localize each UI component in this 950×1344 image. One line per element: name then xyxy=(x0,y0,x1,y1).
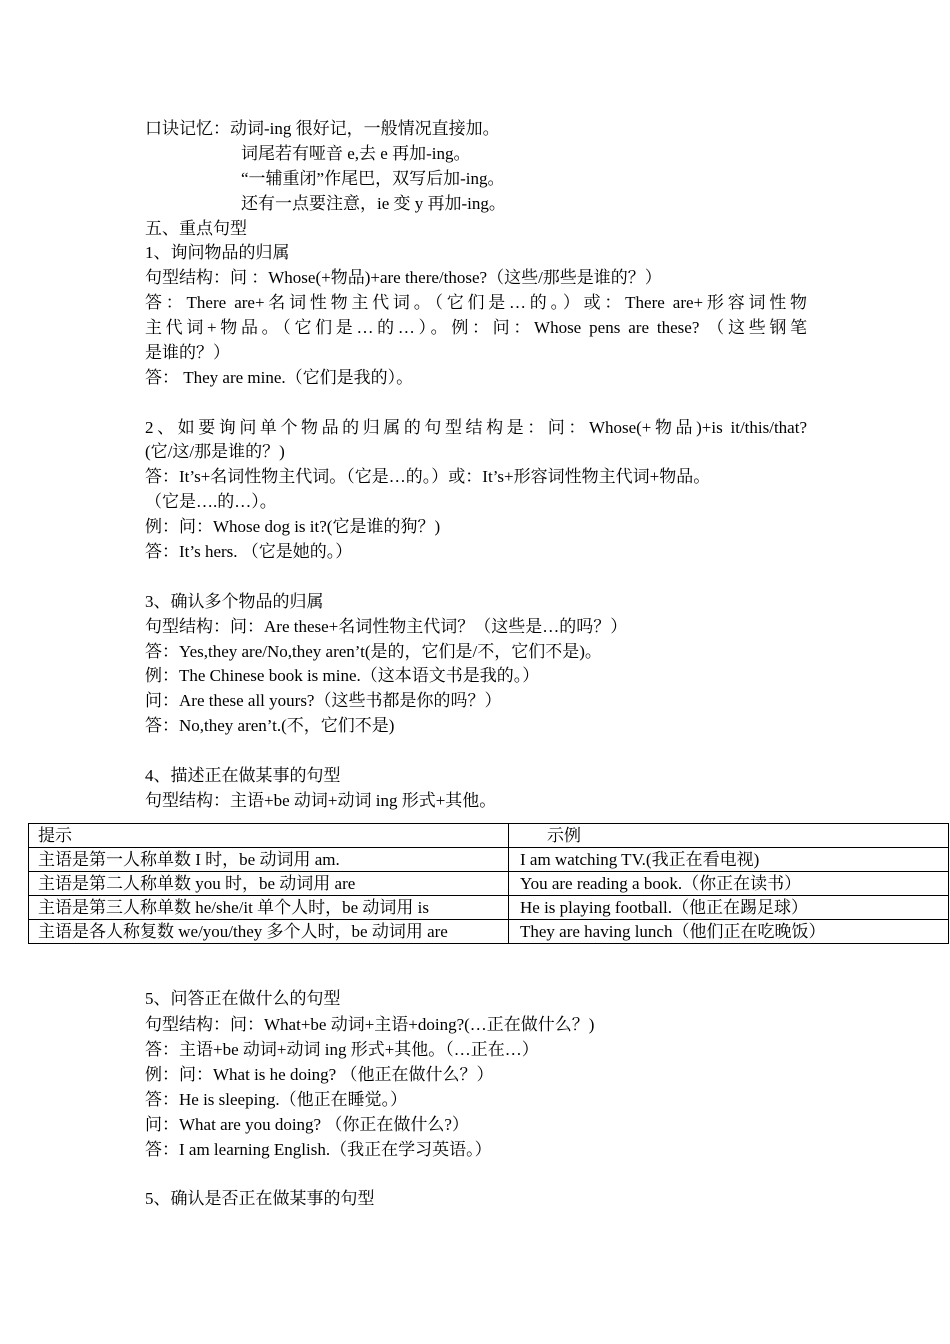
s1-structure: 句型结构：问 ：Whose(+物品)+are there/those?（这些/那些是谁的？） xyxy=(145,268,662,287)
mnemonic-line-2: 词尾若有哑音 e,去 e 再加-ing。 xyxy=(241,144,471,163)
s1-answer-line-1: 答：There are+名词性物主代词。（它们是…的。）或：There are+形容词性物 xyxy=(145,293,807,312)
table-cell-example: I am watching TV.(我正在看电视) xyxy=(509,848,949,872)
present-continuous-table xyxy=(28,823,949,944)
s3-answer: 答：Yes,they are/No,they aren’t(是的，它们是/不，它们不是)。 xyxy=(145,642,602,661)
table-cell-hint: 主语是第三人称单数 he/she/it 单个人时，be 动词用 is xyxy=(29,896,509,920)
s1-example-answer: 答： They are mine.（它们是我的）。 xyxy=(145,368,414,387)
s3-question: 问：Are these all yours?（这些书都是你的吗？） xyxy=(145,691,502,710)
s4-title: 4、描述正在做某事的句型 xyxy=(145,766,341,785)
s5-example-question: 例：问：What is he doing? （他正在做什么？） xyxy=(145,1065,494,1084)
s5-example-answer: 答：He is sleeping.（他正在睡觉。） xyxy=(145,1090,408,1109)
table-cell-hint: 主语是各人称复数 we/you/they 多个人时，be 动词用 are xyxy=(29,920,509,944)
table-header-hint: 提示 xyxy=(29,824,509,848)
s3-example: 例：The Chinese book is mine.（这本语文书是我的。） xyxy=(145,666,540,685)
table-header-row xyxy=(29,824,949,848)
s5-answer-2: 答：I am learning English.（我正在学习英语。） xyxy=(145,1140,492,1159)
mnemonic-line-1: 口诀记忆：动词-ing 很好记，一般情况直接加。 xyxy=(145,119,500,138)
s3-reply: 答：No,they aren’t.(不，它们不是) xyxy=(145,716,395,735)
s5-answer: 答：主语+be 动词+动词 ing 形式+其他。（…正在…） xyxy=(145,1040,539,1059)
table-cell-example: He is playing football.（他正在踢足球） xyxy=(509,896,949,920)
s2-example-question: 例：问：Whose dog is it?(它是谁的狗？) xyxy=(145,517,441,536)
s2-example-answer: 答：It’s hers. （它是她的。） xyxy=(145,542,353,561)
s4-structure: 句型结构：主语+be 动词+动词 ing 形式+其他。 xyxy=(145,791,497,810)
table-cell-example: They are having lunch（他们正在吃晚饭） xyxy=(509,920,949,944)
s2-title-line-2: (它/这/那是谁的？) xyxy=(145,442,285,461)
s5-title: 5、问答正在做什么的句型 xyxy=(145,989,341,1008)
table-cell-hint: 主语是第二人称单数 you 时，be 动词用 are xyxy=(29,872,509,896)
table-cell-example: You are reading a book.（你正在读书） xyxy=(509,872,949,896)
s1-title: 1、询问物品的归属 xyxy=(145,243,290,262)
s6-title: 5、确认是否正在做某事的句型 xyxy=(145,1189,375,1208)
s3-title: 3、确认多个物品的归属 xyxy=(145,592,324,611)
mnemonic-line-3: “一辅重闭”作尾巴，双写后加-ing。 xyxy=(241,169,505,188)
table-row xyxy=(29,920,949,944)
s3-structure: 句型结构：问：Are these+名词性物主代词？（这些是…的吗？） xyxy=(145,617,628,636)
mnemonic-line-4: 还有一点要注意，ie 变 y 再加-ing。 xyxy=(241,194,506,213)
s2-answer-line-2: （它是….的…）。 xyxy=(145,492,277,511)
section-heading: 五、重点句型 xyxy=(145,219,247,238)
s5-structure: 句型结构：问：What+be 动词+主语+doing?(…正在做什么？) xyxy=(145,1015,595,1034)
table-row xyxy=(29,872,949,896)
s1-answer-line-3: 是谁的？） xyxy=(145,343,230,362)
s2-answer-line-1: 答：It’s+名词性物主代词。（它是…的。）或：It’s+形容词性物主代词+物品。 xyxy=(145,467,711,486)
table-header-example: 示例 xyxy=(509,824,949,848)
table-cell-hint: 主语是第一人称单数 I 时，be 动词用 am. xyxy=(29,848,509,872)
s2-title-line-1: 2、如要询问单个物品的归属的句型结构是：问：Whose(+物品)+is it/this/that? xyxy=(145,418,807,437)
table-row xyxy=(29,896,949,920)
s1-answer-line-2: 主代词+物品。（它们是…的…）。例：问：Whose pens are these? （这些钢笔 xyxy=(145,318,807,337)
s5-question-2: 问：What are you doing? （你正在做什么?） xyxy=(145,1115,469,1134)
table-row xyxy=(29,848,949,872)
